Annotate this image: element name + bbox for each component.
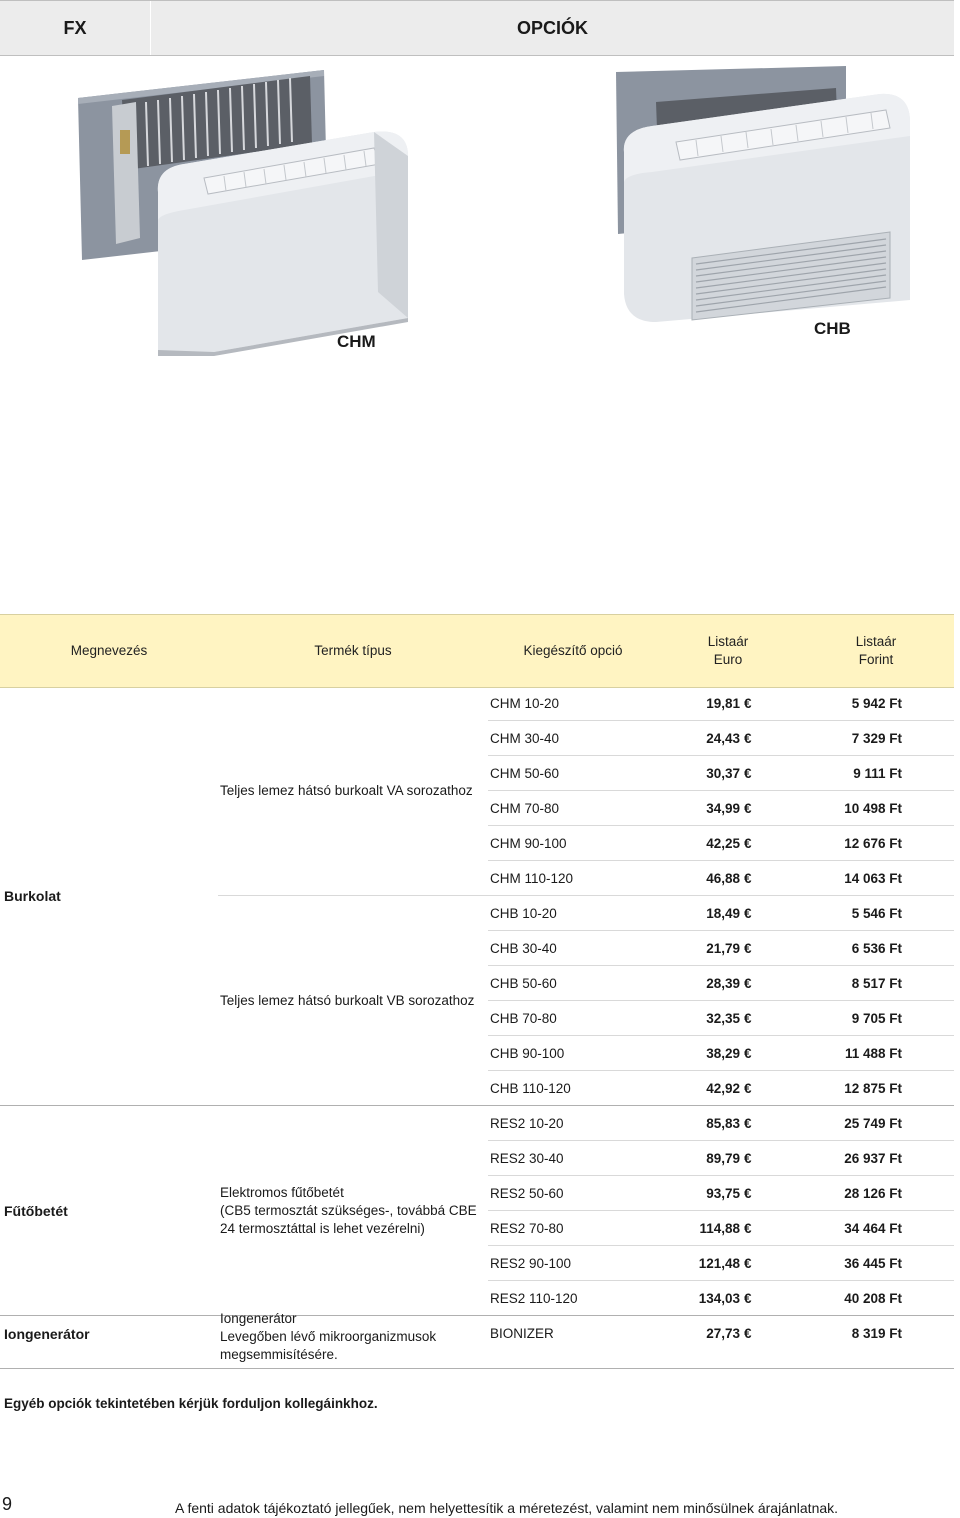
option-model-cell: RES2 50-60	[490, 1186, 564, 1201]
option-model-cell: RES2 30-40	[490, 1151, 564, 1166]
chm-caption: CHM	[337, 332, 376, 351]
price-eur-cell: 114,88	[699, 1221, 740, 1236]
price-eur-cell: 34,99	[706, 801, 740, 816]
category-label: Fűtőbetét	[4, 1203, 68, 1219]
price-eur-cell: 24,43	[706, 731, 740, 746]
option-model-cell: CHM 90-100	[490, 836, 567, 851]
euro-symbol: €	[744, 906, 752, 921]
price-eur-cell: 89,79	[706, 1151, 740, 1166]
col-header-option: Kiegészítő opció	[523, 643, 623, 658]
price-huf-cell: 40 208 Ft	[844, 1291, 902, 1306]
euro-symbol: €	[744, 731, 752, 746]
euro-symbol: €	[744, 976, 752, 991]
price-huf-cell: 8 319 Ft	[851, 1326, 902, 1341]
option-model-cell: CHB 10-20	[490, 906, 557, 921]
price-eur-cell: 18,49	[706, 906, 740, 921]
option-model-cell: CHB 70-80	[490, 1011, 557, 1026]
option-model-cell: RES2 10-20	[490, 1116, 564, 1131]
price-huf-cell: 10 498 Ft	[844, 801, 902, 816]
price-eur-cell: 19,81	[706, 696, 740, 711]
euro-symbol: €	[744, 766, 752, 781]
price-eur-cell: 27,73	[706, 1326, 740, 1341]
price-eur-cell: 85,83	[706, 1116, 740, 1131]
price-eur-cell: 38,29	[706, 1046, 740, 1061]
option-model-cell: CHB 30-40	[490, 941, 557, 956]
chb-product-image	[596, 62, 916, 322]
col-header-price-huf: Listaár Forint	[855, 634, 897, 667]
product-type-description: Teljes lemez hátsó burkoalt VB sorozathoz	[220, 993, 475, 1008]
price-huf-cell: 25 749 Ft	[844, 1116, 902, 1131]
price-huf-cell: 8 517 Ft	[851, 976, 902, 991]
option-model-cell: CHM 110-120	[490, 871, 574, 886]
euro-symbol: €	[744, 1326, 752, 1341]
price-eur-cell: 93,75	[706, 1186, 740, 1201]
option-model-cell: CHM 10-20	[490, 696, 560, 711]
euro-symbol: €	[744, 1151, 752, 1166]
price-huf-cell: 36 445 Ft	[844, 1256, 902, 1271]
euro-symbol: €	[744, 1011, 752, 1026]
price-huf-cell: 7 329 Ft	[851, 731, 902, 746]
price-huf-cell: 12 676 Ft	[844, 836, 902, 851]
option-model-cell: RES2 90-100	[490, 1256, 572, 1271]
price-huf-cell: 5 942 Ft	[851, 696, 902, 711]
euro-symbol: €	[744, 1221, 752, 1236]
price-huf-cell: 14 063 Ft	[844, 871, 902, 886]
euro-symbol: €	[744, 1116, 752, 1131]
price-huf-cell: 28 126 Ft	[844, 1186, 902, 1201]
table-header	[0, 614, 954, 688]
product-type-description: Teljes lemez hátsó burkoalt VA sorozathoz	[220, 783, 473, 798]
price-huf-cell: 9 705 Ft	[851, 1011, 902, 1026]
page-number: 9	[2, 1494, 13, 1514]
option-model-cell: CHM 30-40	[490, 731, 560, 746]
euro-symbol: €	[744, 1256, 752, 1271]
price-huf-cell: 12 875 Ft	[844, 1081, 902, 1096]
disclaimer-footer: A fenti adatok tájékoztató jellegűek, nem helyettesítik a méretezést, valamint nem minősülnek árajánlatnak.	[175, 1500, 839, 1516]
option-model-cell: CHM 70-80	[490, 801, 560, 816]
euro-symbol: €	[744, 1081, 752, 1096]
price-eur-cell: 30,37	[706, 766, 740, 781]
option-model-cell: CHB 110-120	[490, 1081, 571, 1096]
col-header-price-eur: Listaár Euro	[707, 634, 749, 667]
price-huf-cell: 11 488 Ft	[844, 1046, 902, 1061]
price-eur-cell: 134,03	[698, 1291, 740, 1306]
euro-symbol: €	[744, 1186, 752, 1201]
euro-symbol: €	[744, 696, 752, 711]
euro-symbol: €	[744, 1046, 752, 1061]
col-header-name: Megnevezés	[70, 643, 148, 658]
option-model-cell: RES2 70-80	[490, 1221, 564, 1236]
product-type-description: Elektromos fűtőbetét (CB5 termosztát szükséges-, továbbá CBE 24 termosztáttal is lehet vezérelni)	[220, 1185, 477, 1236]
euro-symbol: €	[744, 801, 752, 816]
header-series-label: FX	[63, 17, 87, 38]
option-model-cell: RES2 110-120	[490, 1291, 578, 1306]
option-model-cell: CHM 50-60	[490, 766, 560, 781]
price-eur-cell: 21,79	[706, 941, 740, 956]
option-model-cell: CHB 90-100	[490, 1046, 565, 1061]
chm-product-image	[74, 60, 410, 356]
price-huf-cell: 9 111 Ft	[853, 766, 902, 781]
category-label: Iongenerátor	[4, 1325, 90, 1342]
page-header	[0, 0, 954, 56]
euro-symbol: €	[744, 836, 752, 851]
price-eur-cell: 46,88	[706, 871, 740, 886]
page-title: OPCIÓK	[516, 17, 588, 38]
price-eur-cell: 42,92	[706, 1081, 740, 1096]
group-divider	[0, 1368, 954, 1369]
euro-symbol: €	[744, 941, 752, 956]
price-eur-cell: 32,35	[706, 1011, 740, 1026]
price-table-body	[0, 686, 954, 1390]
price-huf-cell: 26 937 Ft	[844, 1151, 902, 1166]
price-huf-cell: 34 464 Ft	[844, 1221, 902, 1236]
category-label: Burkolat	[4, 888, 61, 904]
col-header-product-type: Termék típus	[314, 643, 392, 658]
option-model-cell: CHB 50-60	[490, 976, 557, 991]
price-huf-cell: 5 546 Ft	[851, 906, 902, 921]
euro-symbol: €	[744, 1291, 752, 1306]
price-huf-cell: 6 536 Ft	[851, 941, 902, 956]
chb-caption: CHB	[814, 319, 851, 338]
price-eur-cell: 28,39	[706, 976, 740, 991]
price-eur-cell: 121,48	[698, 1256, 740, 1271]
option-model-cell: BIONIZER	[490, 1326, 554, 1341]
contact-note: Egyéb opciók tekintetében kérjük forduljon kollegáinkhoz.	[4, 1396, 378, 1411]
euro-symbol: €	[744, 871, 752, 886]
price-eur-cell: 42,25	[706, 836, 740, 851]
product-type-description: Iongenerátor Levegőben lévő mikroorganizmusok megsemmisítésére.	[220, 1310, 437, 1362]
